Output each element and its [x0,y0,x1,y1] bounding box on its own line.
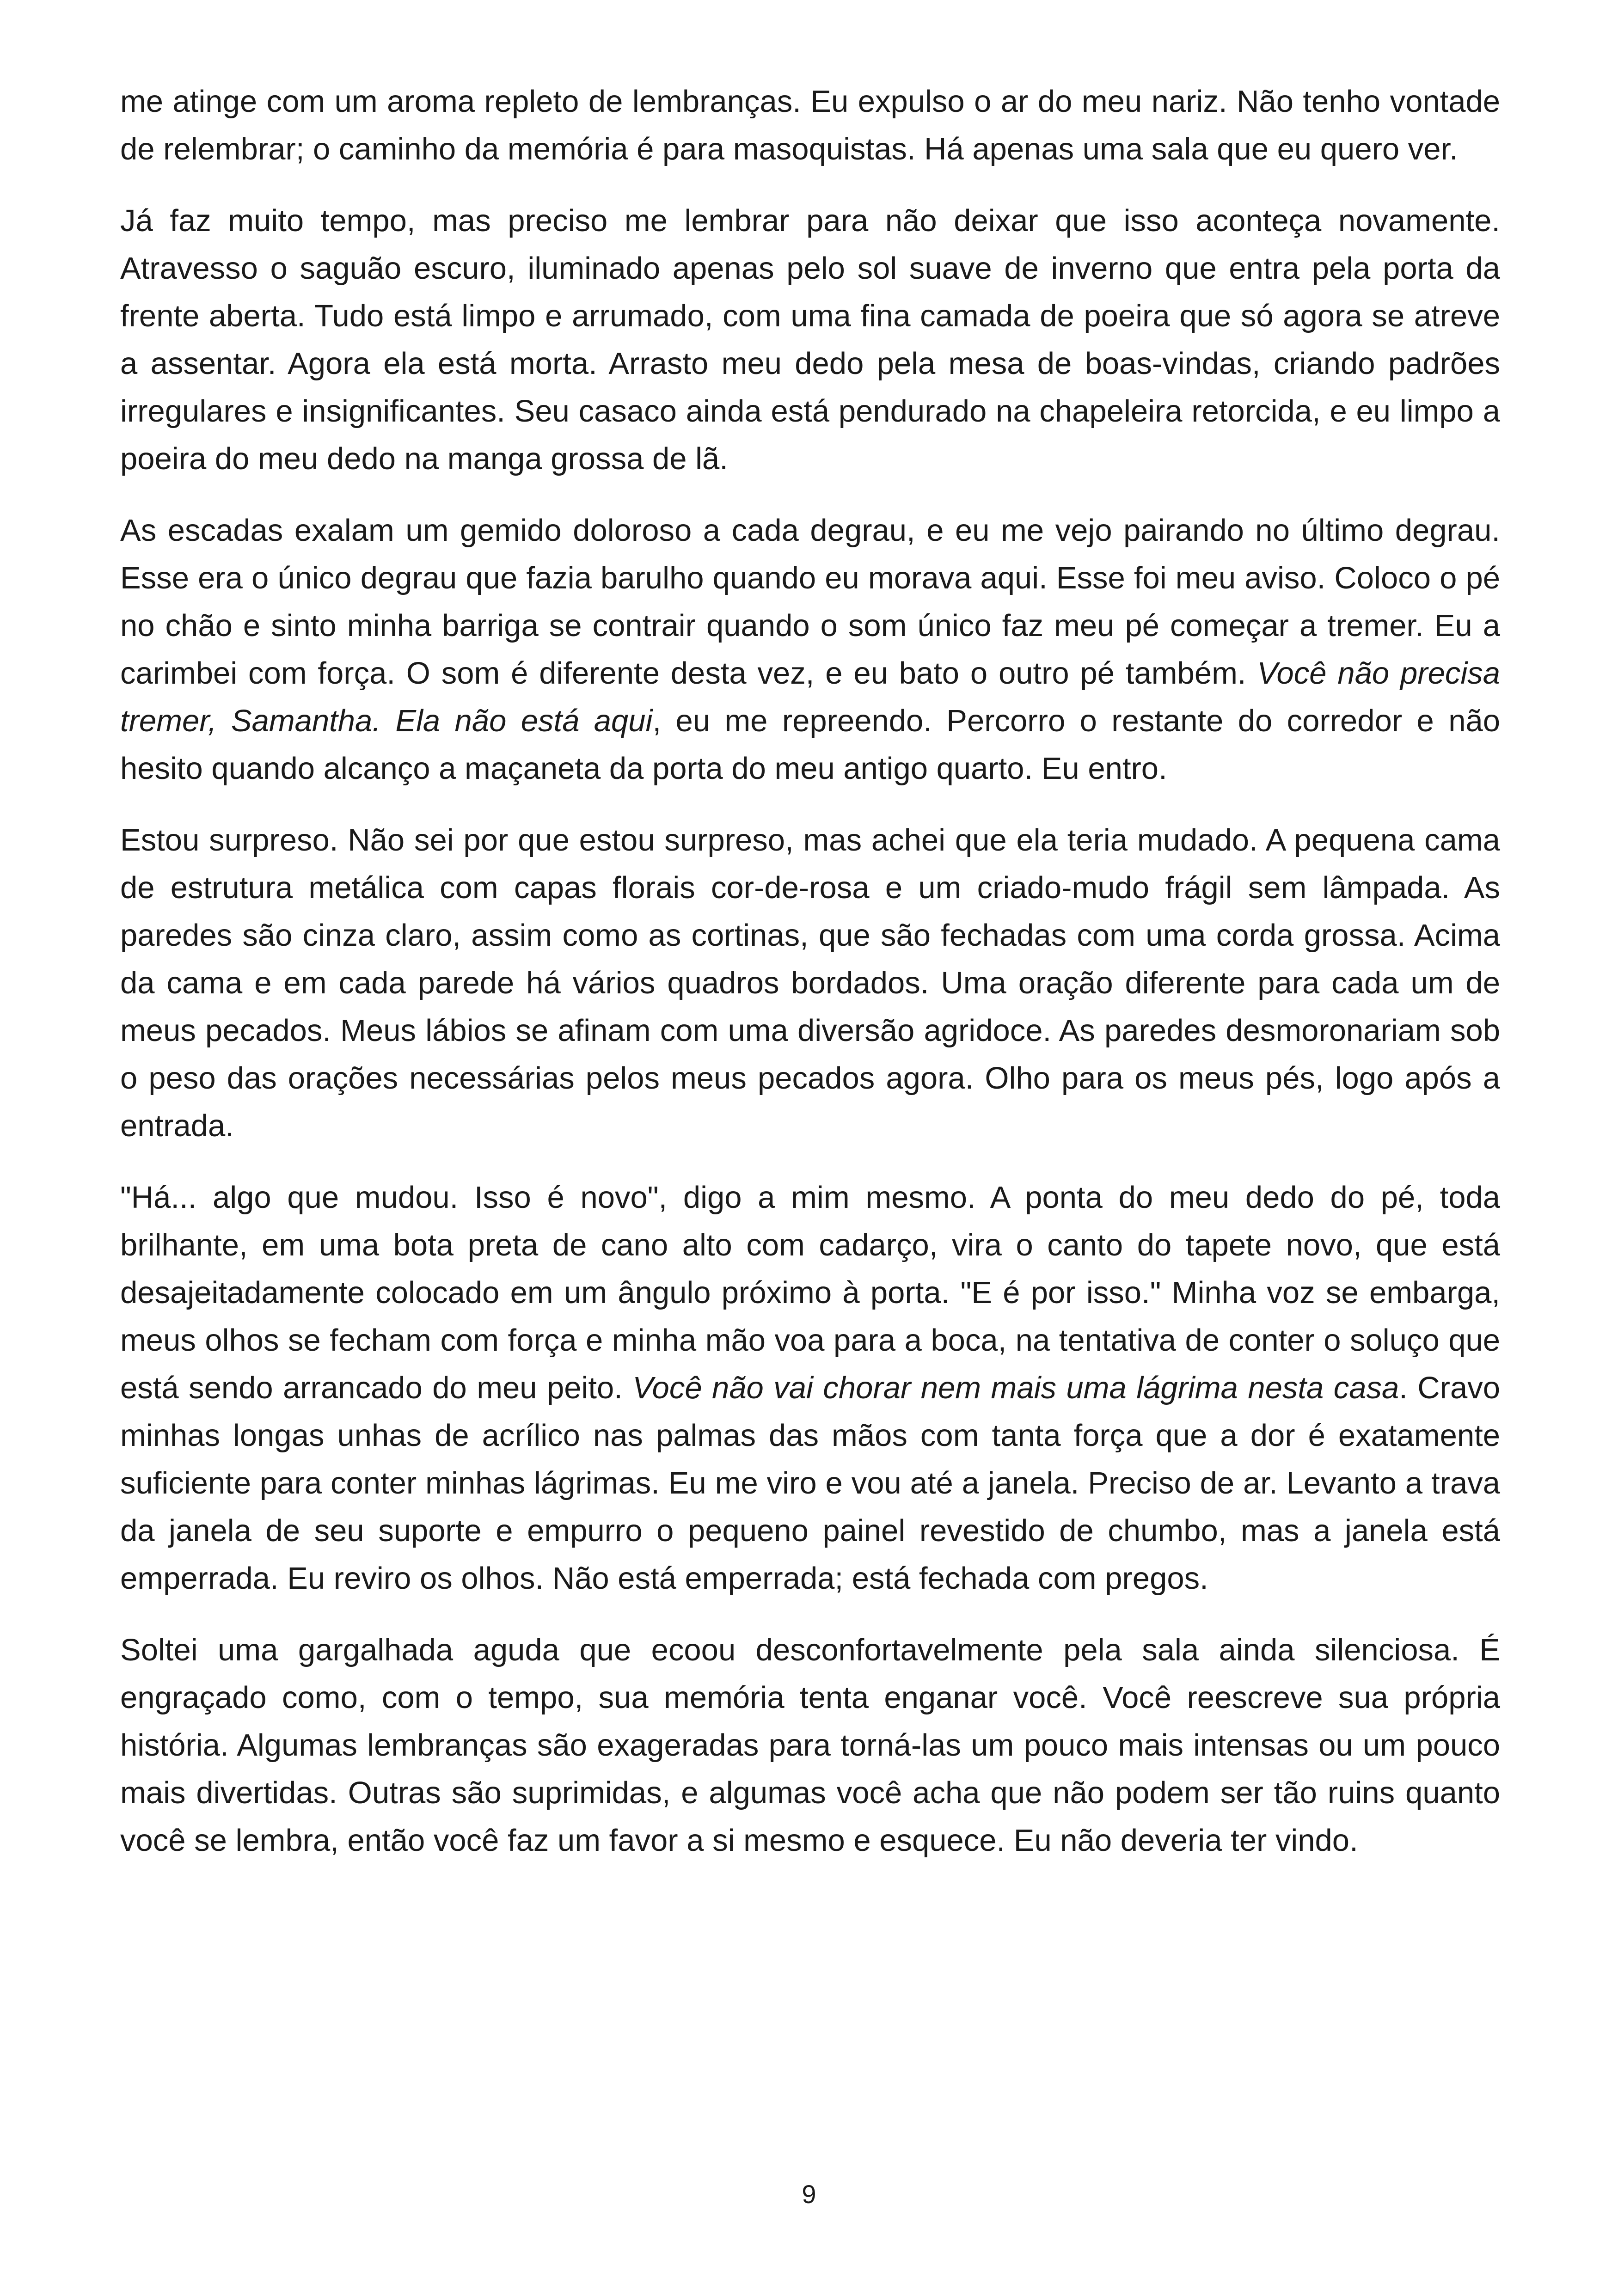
paragraph-text: Soltei uma gargalhada aguda que ecoou desconfortavelmente pela sala ainda silenciosa. É engraçado como, com o tempo, sua memória tenta enganar você. Você reescreve sua própria história. Algumas lembranças são exageradas para torná-las um pouco mais intensas ou um pouco mais divertidas. Outras são suprimidas, e algumas você acha que não podem ser tão ruins quanto você se lembra, então você faz um favor a si mesmo e esquece. Eu não deveria ter vindo. [120,1633,1500,1858]
paragraph [120,1626,1500,1864]
italic-thought: Você não vai chorar nem mais uma lágrima nesta casa [632,1371,1399,1405]
paragraph-text: , eu me repreendo. Percorro o restante do corredor e não hesito quando alcanço a maçaneta da porta do meu antigo quarto. Eu entro. [120,704,1500,786]
paragraph [120,78,1500,173]
paragraph-text: Estou surpreso. Não sei por que estou surpreso, mas achei que ela teria mudado. A pequena cama de estrutura metálica com capas florais cor-de-rosa e um criado-mudo frágil sem lâmpada. As paredes são cinza claro, assim como as cortinas, que são fechadas com uma corda grossa. Acima da cama e em cada parede há vários quadros bordados. Uma oração diferente para cada um de meus pecados. Meus lábios se afinam com uma diversão agridoce. As paredes desmoronariam sob o peso das orações necessárias pelos meus pecados agora. Olho para os meus pés, logo após a entrada. [120,823,1500,1143]
paragraph [120,507,1500,792]
italic-thought: Você não precisa tremer, Samantha. Ela não está aqui [120,656,1500,738]
paragraph [120,816,1500,1150]
paragraph-text: Já faz muito tempo, mas preciso me lembrar para não deixar que isso aconteça novamente. Atravesso o saguão escuro, iluminado apenas pelo sol suave de inverno que entra pela porta da frente aberta. Tudo está limpo e arrumado, com uma fina camada de poeira que só agora se atreve a assentar. Agora ela está morta. Arrasto meu dedo pela mesa de boas-vindas, criando padrões irregulares e insignificantes. Seu casaco ainda está pendurado na chapeleira retorcida, e eu limpo a poeira do meu dedo na manga grossa de lã. [120,203,1500,476]
paragraph-text: "Há... algo que mudou. Isso é novo", digo a mim mesmo. A ponta do meu dedo do pé, toda brilhante, em uma bota preta de cano alto com cadarço, vira o canto do tapete novo, que está desajeitadamente colocado em um ângulo próximo à porta. "E é por isso." Minha voz se embarga, meus olhos se fecham com força e minha mão voa para a boca, na tentativa de conter o soluço que está sendo arrancado do meu peito. [120,1180,1500,1405]
paragraph [120,1174,1500,1602]
body-text [120,78,1500,1864]
paragraph-text: me atinge com um aroma repleto de lembranças. Eu expulso o ar do meu nariz. Não tenho vontade de relembrar; o caminho da memória é para masoquistas. Há apenas uma sala que eu quero ver. [120,84,1500,166]
page-number: 9 [802,2180,816,2209]
paragraph [120,197,1500,483]
paragraph-text: As escadas exalam um gemido doloroso a cada degrau, e eu me vejo pairando no último degrau. Esse era o único degrau que fazia barulho quando eu morava aqui. Esse foi meu aviso. Coloco o pé no chão e sinto minha barriga se contrair quando o som único faz meu pé começar a tremer. Eu a carimbei com força. O som é diferente desta vez, e eu bato o outro pé também. [120,513,1500,691]
paragraph-text: . Cravo minhas longas unhas de acrílico nas palmas das mãos com tanta força que a dor é exatamente suficiente para conter minhas lágrimas. Eu me viro e vou até a janela. Preciso de ar. Levanto a trava da janela de seu suporte e empurro o pequeno painel revestido de chumbo, mas a janela está emperrada. Eu reviro os olhos. Não está emperrada; está fechada com pregos. [120,1371,1501,1596]
